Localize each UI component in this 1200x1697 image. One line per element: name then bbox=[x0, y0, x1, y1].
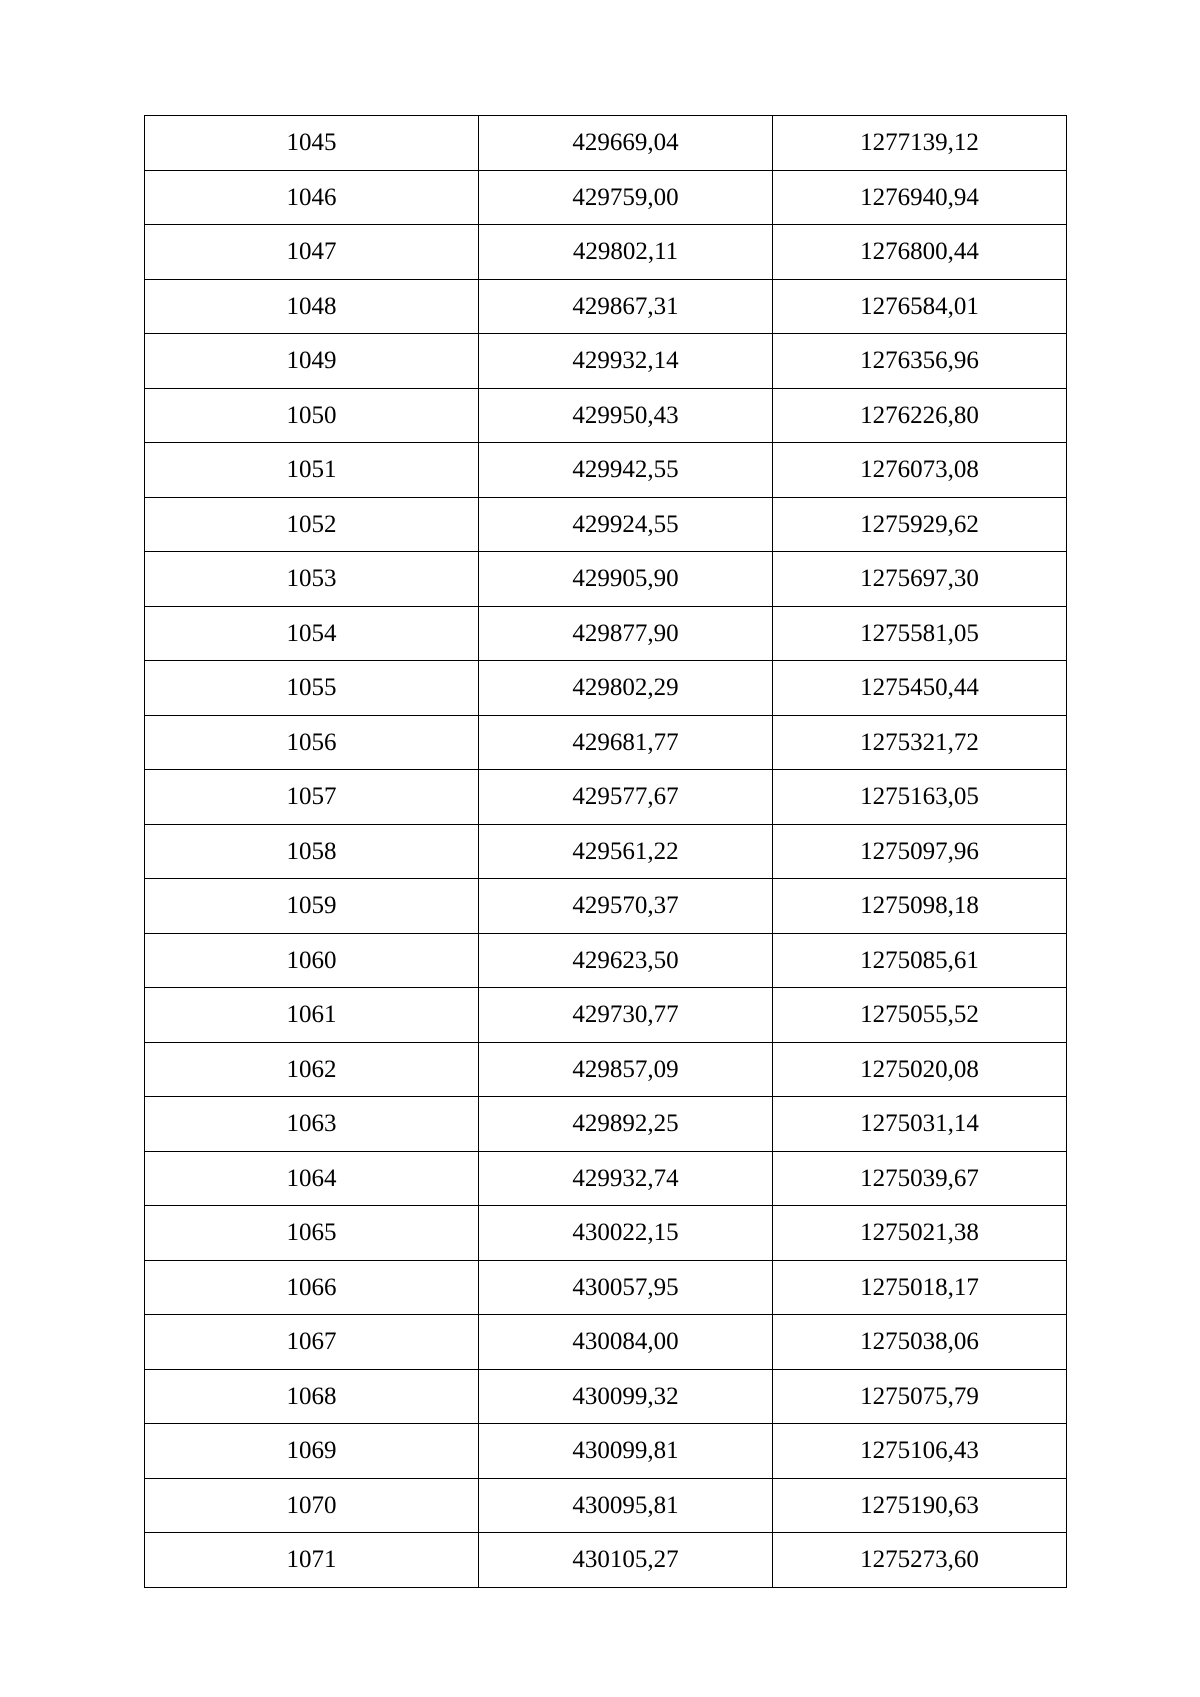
coordinates-table bbox=[144, 115, 1067, 1588]
x-coordinate-cell: 429877,90 bbox=[479, 606, 773, 661]
table-row bbox=[145, 661, 1067, 716]
point-number-cell: 1068 bbox=[145, 1369, 479, 1424]
x-coordinate-cell: 429802,11 bbox=[479, 225, 773, 280]
point-number-cell: 1046 bbox=[145, 170, 479, 225]
point-number-cell: 1061 bbox=[145, 988, 479, 1043]
y-coordinate-cell: 1276584,01 bbox=[773, 279, 1067, 334]
point-number-cell: 1065 bbox=[145, 1206, 479, 1261]
y-coordinate-cell: 1276356,96 bbox=[773, 334, 1067, 389]
table-row bbox=[145, 988, 1067, 1043]
y-coordinate-cell: 1275190,63 bbox=[773, 1478, 1067, 1533]
x-coordinate-cell: 429802,29 bbox=[479, 661, 773, 716]
table-row bbox=[145, 1151, 1067, 1206]
y-coordinate-cell: 1276940,94 bbox=[773, 170, 1067, 225]
x-coordinate-cell: 430105,27 bbox=[479, 1533, 773, 1588]
x-coordinate-cell: 429892,25 bbox=[479, 1097, 773, 1152]
x-coordinate-cell: 429623,50 bbox=[479, 933, 773, 988]
x-coordinate-cell: 430099,32 bbox=[479, 1369, 773, 1424]
table-row bbox=[145, 443, 1067, 498]
point-number-cell: 1056 bbox=[145, 715, 479, 770]
table-row bbox=[145, 824, 1067, 879]
table-row bbox=[145, 225, 1067, 280]
table-row bbox=[145, 1260, 1067, 1315]
coordinates-table-body bbox=[145, 116, 1067, 1588]
point-number-cell: 1066 bbox=[145, 1260, 479, 1315]
table-row bbox=[145, 388, 1067, 443]
table-row bbox=[145, 770, 1067, 825]
x-coordinate-cell: 430099,81 bbox=[479, 1424, 773, 1479]
y-coordinate-cell: 1275321,72 bbox=[773, 715, 1067, 770]
point-number-cell: 1063 bbox=[145, 1097, 479, 1152]
y-coordinate-cell: 1275106,43 bbox=[773, 1424, 1067, 1479]
y-coordinate-cell: 1275075,79 bbox=[773, 1369, 1067, 1424]
y-coordinate-cell: 1275021,38 bbox=[773, 1206, 1067, 1261]
table-row bbox=[145, 1097, 1067, 1152]
x-coordinate-cell: 429867,31 bbox=[479, 279, 773, 334]
point-number-cell: 1067 bbox=[145, 1315, 479, 1370]
point-number-cell: 1045 bbox=[145, 116, 479, 171]
point-number-cell: 1060 bbox=[145, 933, 479, 988]
x-coordinate-cell: 429570,37 bbox=[479, 879, 773, 934]
y-coordinate-cell: 1275039,67 bbox=[773, 1151, 1067, 1206]
table-row bbox=[145, 497, 1067, 552]
table-row bbox=[145, 715, 1067, 770]
x-coordinate-cell: 429759,00 bbox=[479, 170, 773, 225]
point-number-cell: 1062 bbox=[145, 1042, 479, 1097]
y-coordinate-cell: 1275697,30 bbox=[773, 552, 1067, 607]
x-coordinate-cell: 429730,77 bbox=[479, 988, 773, 1043]
y-coordinate-cell: 1275273,60 bbox=[773, 1533, 1067, 1588]
y-coordinate-cell: 1275581,05 bbox=[773, 606, 1067, 661]
table-row bbox=[145, 879, 1067, 934]
y-coordinate-cell: 1275085,61 bbox=[773, 933, 1067, 988]
point-number-cell: 1071 bbox=[145, 1533, 479, 1588]
table-row bbox=[145, 279, 1067, 334]
table-row bbox=[145, 1315, 1067, 1370]
y-coordinate-cell: 1275929,62 bbox=[773, 497, 1067, 552]
x-coordinate-cell: 429942,55 bbox=[479, 443, 773, 498]
point-number-cell: 1053 bbox=[145, 552, 479, 607]
point-number-cell: 1051 bbox=[145, 443, 479, 498]
table-row bbox=[145, 1478, 1067, 1533]
table-row bbox=[145, 1533, 1067, 1588]
table-row bbox=[145, 116, 1067, 171]
x-coordinate-cell: 429932,74 bbox=[479, 1151, 773, 1206]
table-row bbox=[145, 334, 1067, 389]
y-coordinate-cell: 1275450,44 bbox=[773, 661, 1067, 716]
x-coordinate-cell: 430084,00 bbox=[479, 1315, 773, 1370]
x-coordinate-cell: 429924,55 bbox=[479, 497, 773, 552]
table-row bbox=[145, 1369, 1067, 1424]
x-coordinate-cell: 429950,43 bbox=[479, 388, 773, 443]
table-row bbox=[145, 552, 1067, 607]
y-coordinate-cell: 1276226,80 bbox=[773, 388, 1067, 443]
y-coordinate-cell: 1275020,08 bbox=[773, 1042, 1067, 1097]
y-coordinate-cell: 1277139,12 bbox=[773, 116, 1067, 171]
y-coordinate-cell: 1276073,08 bbox=[773, 443, 1067, 498]
point-number-cell: 1055 bbox=[145, 661, 479, 716]
y-coordinate-cell: 1275098,18 bbox=[773, 879, 1067, 934]
y-coordinate-cell: 1275097,96 bbox=[773, 824, 1067, 879]
point-number-cell: 1059 bbox=[145, 879, 479, 934]
x-coordinate-cell: 429857,09 bbox=[479, 1042, 773, 1097]
x-coordinate-cell: 429577,67 bbox=[479, 770, 773, 825]
y-coordinate-cell: 1275055,52 bbox=[773, 988, 1067, 1043]
table-row bbox=[145, 170, 1067, 225]
y-coordinate-cell: 1275163,05 bbox=[773, 770, 1067, 825]
table-row bbox=[145, 1206, 1067, 1261]
point-number-cell: 1057 bbox=[145, 770, 479, 825]
point-number-cell: 1049 bbox=[145, 334, 479, 389]
y-coordinate-cell: 1275031,14 bbox=[773, 1097, 1067, 1152]
x-coordinate-cell: 430095,81 bbox=[479, 1478, 773, 1533]
point-number-cell: 1069 bbox=[145, 1424, 479, 1479]
x-coordinate-cell: 430057,95 bbox=[479, 1260, 773, 1315]
table-row bbox=[145, 1042, 1067, 1097]
table-row bbox=[145, 606, 1067, 661]
point-number-cell: 1050 bbox=[145, 388, 479, 443]
y-coordinate-cell: 1275038,06 bbox=[773, 1315, 1067, 1370]
x-coordinate-cell: 429561,22 bbox=[479, 824, 773, 879]
x-coordinate-cell: 430022,15 bbox=[479, 1206, 773, 1261]
x-coordinate-cell: 429681,77 bbox=[479, 715, 773, 770]
x-coordinate-cell: 429905,90 bbox=[479, 552, 773, 607]
point-number-cell: 1070 bbox=[145, 1478, 479, 1533]
table-row bbox=[145, 1424, 1067, 1479]
point-number-cell: 1054 bbox=[145, 606, 479, 661]
x-coordinate-cell: 429932,14 bbox=[479, 334, 773, 389]
point-number-cell: 1047 bbox=[145, 225, 479, 280]
point-number-cell: 1064 bbox=[145, 1151, 479, 1206]
x-coordinate-cell: 429669,04 bbox=[479, 116, 773, 171]
y-coordinate-cell: 1276800,44 bbox=[773, 225, 1067, 280]
point-number-cell: 1058 bbox=[145, 824, 479, 879]
y-coordinate-cell: 1275018,17 bbox=[773, 1260, 1067, 1315]
table-row bbox=[145, 933, 1067, 988]
point-number-cell: 1048 bbox=[145, 279, 479, 334]
point-number-cell: 1052 bbox=[145, 497, 479, 552]
